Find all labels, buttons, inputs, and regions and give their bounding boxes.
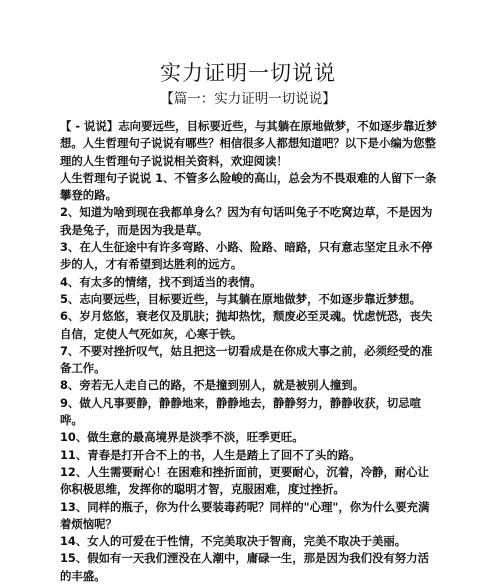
paragraph-12: 12、人生需要耐心！在困难和挫折面前，更要耐心，沉着，冷静，耐心让你积极思维，发挥你的聪明才智，克服困难，度过挫折。 <box>60 464 429 497</box>
paragraph-5: 5、志向要远些，目标要近些，与其躺在原地做梦，不如逐步靠近梦想。 <box>60 291 422 306</box>
paragraph-4: 4、有太多的情绪，找不到适当的表情。 <box>60 274 262 289</box>
paragraph-14: 14、女人的可爱在于性情，不完美取决于智商，完美不取决于美丽。 <box>60 534 407 549</box>
paragraph-11: 11、青春是打开合不上的书，人生是踏上了回不了头的路。 <box>60 447 361 462</box>
paragraph-8: 8、旁若无人走自己的路，不是撞到别人，就是被别人撞到。 <box>60 378 365 393</box>
paragraph-9: 9、做人凡事要静，静静地来，静静地去，静静努力，静静收获，切忌喧哗。 <box>60 395 422 428</box>
paragraph-10: 10、做生意的最高境界是淡季不淡，旺季更旺。 <box>60 430 304 445</box>
paragraph-3: 3、在人生征途中有许多弯路、小路、险路、暗路，只有意志坚定且永不停步的人，才有希望到达胜利的远方。 <box>60 240 433 272</box>
paragraph-2: 2、知道为啥到现在我都单身么？因为有句话叫兔子不吃窝边草，不是因为我是兔子，而是因为我是草。 <box>60 205 433 237</box>
paragraph-7: 7、不要对挫折叹气，姑且把这一切看成是在你成大事之前，必须经受的准备工作。 <box>60 343 433 376</box>
paragraph-13: 13、同样的瓶子，你为什么要装毒药呢？同样的"心理"，你为什么要充满着烦恼呢？ <box>60 499 430 531</box>
paragraph-1: 人生哲理句子说说 1、不管多么险峻的高山，总会为不畏艰难的人留下一条攀登的路。 <box>60 170 437 203</box>
paragraph-intro: 【 - 说说】志向要远些，目标要近些，与其躺在原地做梦，不如逐步靠近梦想。人生哲理句子说说有哪些？相信很多人都想知道吧？以下是小编为您整理的人生哲理句子说说相关资料，欢迎阅读！ <box>60 119 438 168</box>
paragraph-15: 15、假如有一天我们湮没在人潮中，庸碌一生，那是因为我们没有努力活的丰盛。 <box>60 551 429 583</box>
paragraph-6: 6、岁月悠悠，衰老仅及肌肤；抛却热忱，颓废必至灵魂。忧虑恍恐，丧失自信，定使人气死如灰，心寒于铁。 <box>60 309 433 341</box>
document-body <box>60 118 440 585</box>
document-title: 实力证明一切说说 <box>160 61 336 85</box>
document-subtitle: 【篇一：实力证明一切说说】 <box>160 91 336 107</box>
